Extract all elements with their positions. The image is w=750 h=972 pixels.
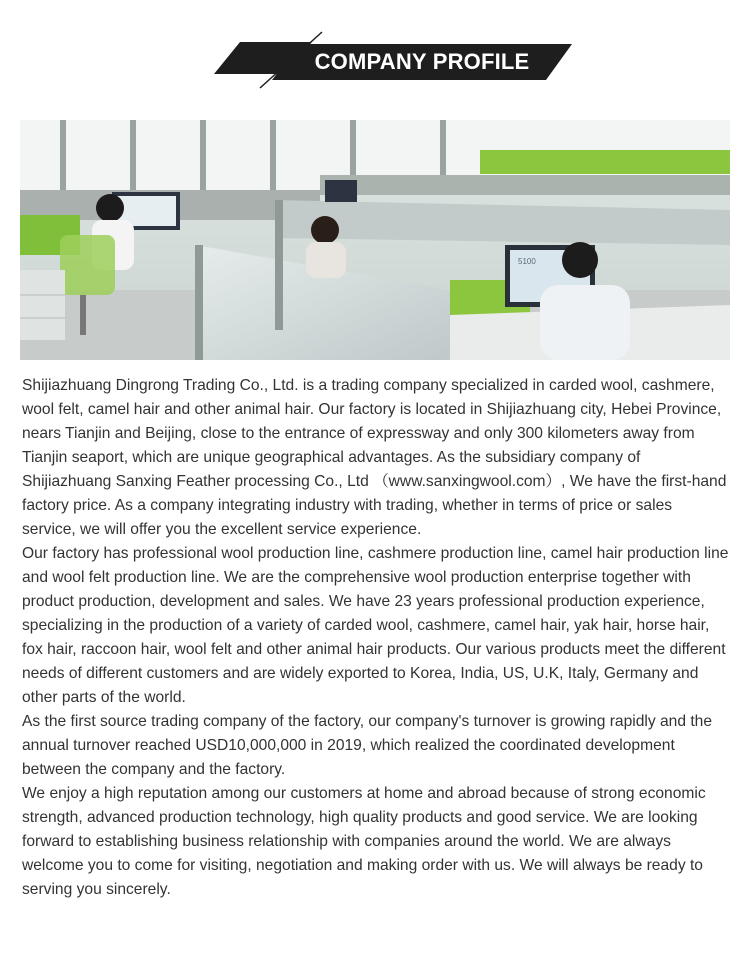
company-description <box>22 374 730 902</box>
paragraph-intro: Shijiazhuang Dingrong Trading Co., Ltd. is a trading company specialized in carded wool, cashmere, wool felt, camel hair and other animal hair. Our factory is located in Shijiazhuang city, Hebei Province, nears Tianjin and Beijing, close to the entrance of expressway and only 300 kilometers away from Tianjin seaport, which are unique geographical advantages. As the subsidiary company of Shijiazhuang Sanxing Feather processing Co., Ltd （www.sanxingwool.com）, We have the first-hand factory price. As a company integrating industry with trading, whether in terms of price or sales service, we will offer you the excellent service experience. <box>22 377 727 538</box>
monitor-label: 5100 <box>518 257 536 266</box>
page-title: COMPANY PROFILE <box>314 49 530 74</box>
paragraph-production: Our factory has professional wool production line, cashmere production line, camel hair production line and wool felt production line. We are the comprehensive wool production enterprise together with product production, development and sales. We have 23 years professional production experience, specializing in the production of a variety of carded wool, cashmere, camel hair, yak hair, horse hair, fox hair, raccoon hair, wool felt and other animal hair products. Our various products meet the different needs of different customers and are widely exported to Korea, India, US, U.K, Italy, Germany and other parts of the world. <box>22 545 729 706</box>
office-photo <box>20 120 730 360</box>
paragraph-reputation: We enjoy a high reputation among our customers at home and abroad because of strong economic strength, advanced production technology, high quality products and good service. We are looking forward to establishing business relationship with companies around the world. We are always welcome you to come for visiting, negotiation and making order with us. We will always be ready to serving you sincerely. <box>22 785 706 898</box>
section-header <box>0 0 750 100</box>
paragraph-turnover: As the first source trading company of the factory, our company's turnover is growing rapidly and the annual turnover reached USD10,000,000 in 2019, which realized the coordinated development between the company and the factory. <box>22 713 713 778</box>
